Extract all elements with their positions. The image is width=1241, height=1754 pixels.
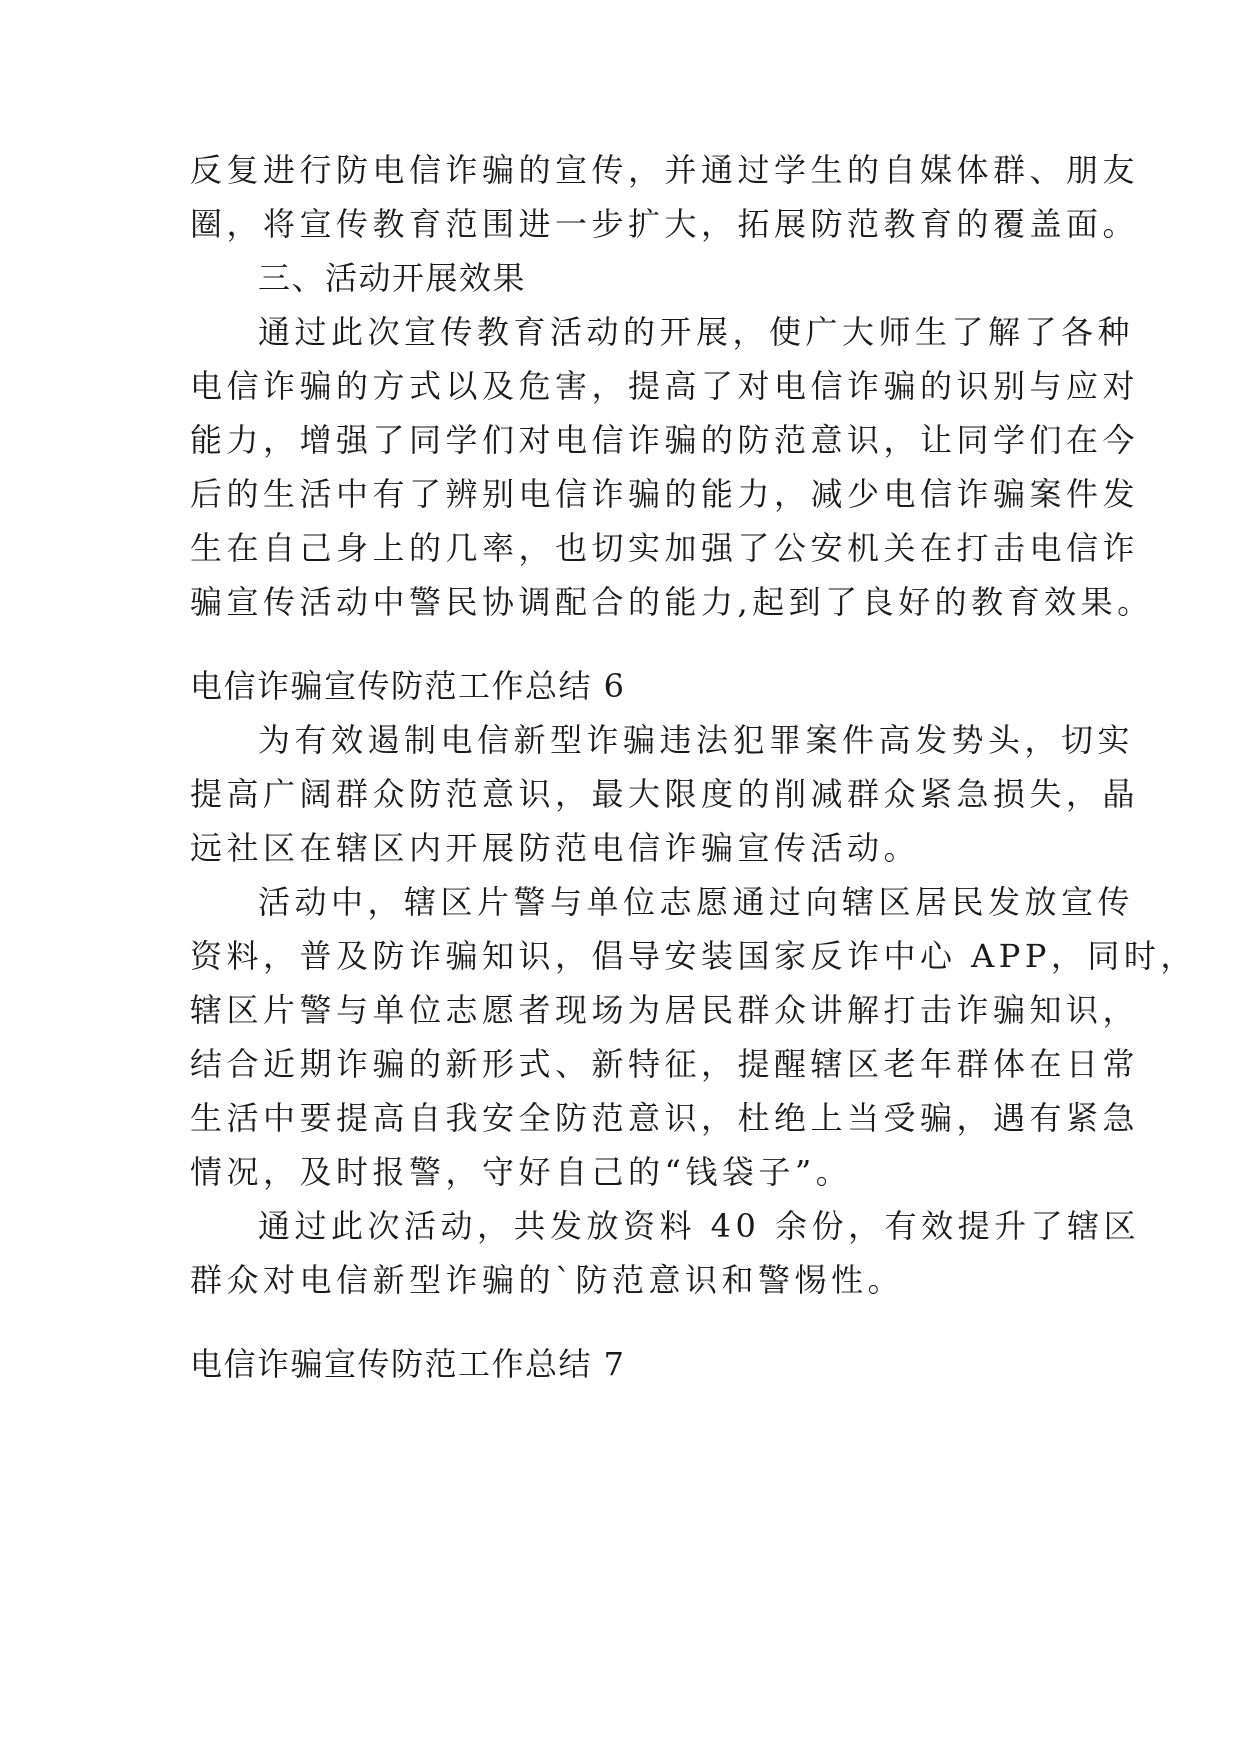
paragraph-line: 生活中要提高自我安全防范意识，杜绝上当受骗，遇有紧急 — [190, 1099, 1140, 1137]
paragraph-line: 电信诈骗的方式以及危害，提高了对电信诈骗的识别与应对 — [190, 367, 1140, 405]
section-heading: 电信诈骗宣传防范工作总结 7 — [190, 1345, 626, 1383]
paragraph-line: 辖区片警与单位志愿者现场为居民群众讲解打击诈骗知识， — [190, 991, 1140, 1029]
paragraph-line: 活动中，辖区片警与单位志愿通过向辖区居民发放宣传 — [258, 883, 1135, 921]
paragraph-line: 情况，及时报警，守好自己的“钱袋子”。 — [190, 1153, 853, 1191]
paragraph-line: 远社区在辖区内开展防范电信诈骗宣传活动。 — [190, 829, 921, 867]
subheading: 三、活动开展效果 — [258, 259, 527, 297]
paragraph-line: 结合近期诈骗的新形式、新特征，提醒辖区老年群体在日常 — [190, 1045, 1140, 1083]
paragraph-line: 能力，增强了同学们对电信诈骗的防范意识，让同学们在今 — [190, 421, 1140, 459]
paragraph-line: 通过此次宣传教育活动的开展，使广大师生了解了各种 — [258, 313, 1135, 351]
paragraph-line: 资料，普及防诈骗知识，倡导安装国家反诈中心 APP，同时， — [190, 937, 1197, 975]
paragraph-line: 反复进行防电信诈骗的宣传，并通过学生的自媒体群、朋友 — [190, 151, 1140, 189]
paragraph-line: 后的生活中有了辨别电信诈骗的能力，减少电信诈骗案件发 — [190, 475, 1140, 513]
paragraph-line: 骗宣传活动中警民协调配合的能力,起到了良好的教育效果。 — [190, 583, 1154, 621]
section-heading: 电信诈骗宣传防范工作总结 6 — [190, 667, 626, 705]
paragraph-line: 生在自己身上的几率，也切实加强了公安机关在打击电信诈 — [190, 529, 1140, 567]
paragraph-line: 圈，将宣传教育范围进一步扩大，拓展防范教育的覆盖面。 — [190, 205, 1140, 243]
paragraph-line: 通过此次活动，共发放资料 40 余份，有效提升了辖区 — [258, 1207, 1141, 1245]
paragraph-line: 提高广阔群众防范意识，最大限度的削减群众紧急损失，晶 — [190, 775, 1140, 813]
paragraph-line: 群众对电信新型诈骗的`防范意识和警惕性。 — [190, 1261, 905, 1299]
paragraph-line: 为有效遏制电信新型诈骗违法犯罪案件高发势头，切实 — [258, 721, 1135, 759]
